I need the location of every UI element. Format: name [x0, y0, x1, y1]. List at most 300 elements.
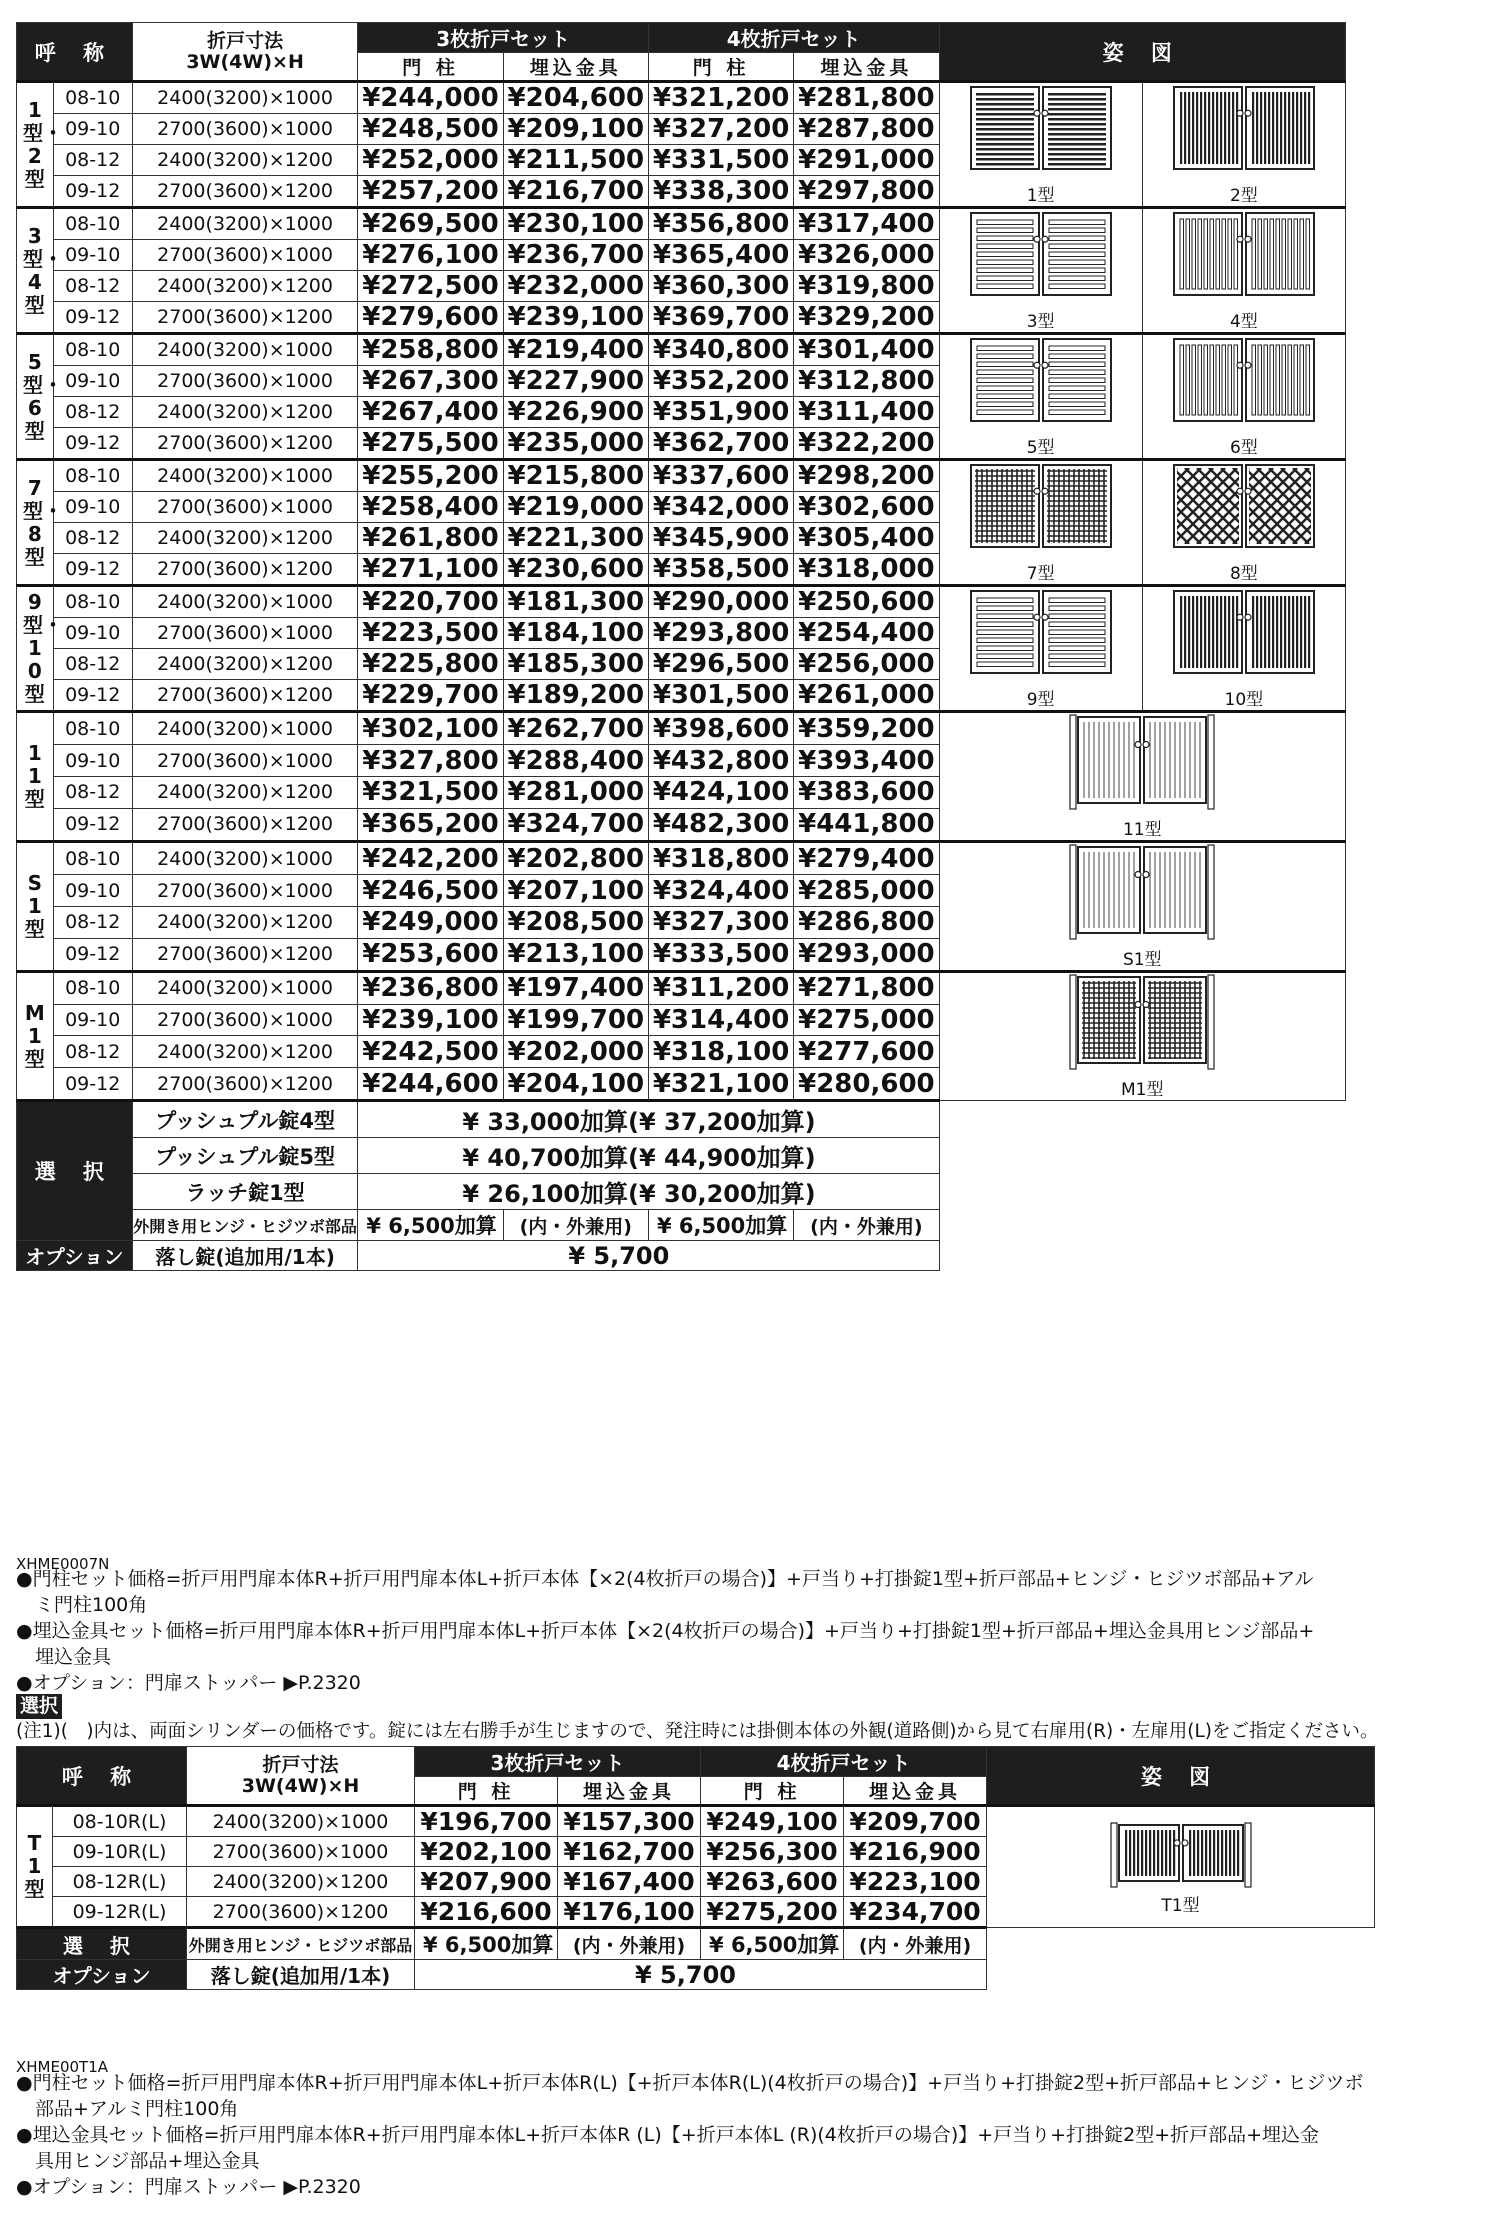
- selection-note: (注1)( )内は、両面シリンダーの価格です。錠には左右勝手が生じますので、発注時には掛側本体の外観(道路側)から見て右扉用(R)・左扉用(L)をご指定ください。: [16, 1721, 1379, 1742]
- price-post-4: ¥351,900: [648, 397, 793, 428]
- size-code: 09-12: [53, 302, 132, 334]
- price-embed-4: ¥291,000: [794, 145, 939, 176]
- table-row: [17, 1806, 1375, 1837]
- hinge-value-3: ¥ 6,500加算: [415, 1928, 558, 1960]
- dimension: 2400(3200)×1000: [132, 842, 358, 875]
- dimension: 2700(3600)×1200: [132, 1068, 358, 1101]
- dimension: 2400(3200)×1200: [132, 776, 358, 808]
- size-code: 08-12: [53, 271, 132, 302]
- price-embed-4: ¥301,400: [794, 334, 939, 366]
- price-post-3: ¥246,500: [358, 875, 503, 907]
- note-line: ●オプション：門扉ストッパー ▶P.2320: [16, 2176, 361, 2198]
- price-embed-3: ¥199,700: [503, 1004, 648, 1036]
- size-code: 08-10: [53, 460, 132, 492]
- price-post-4: ¥256,300: [701, 1837, 844, 1867]
- price-post-3: ¥365,200: [358, 808, 503, 841]
- price-post-4: ¥424,100: [648, 776, 793, 808]
- figure-cell: [1142, 334, 1345, 460]
- size-code: 09-10: [53, 114, 132, 145]
- price-embed-3: ¥235,000: [503, 428, 648, 460]
- price-post-4: ¥321,200: [648, 82, 793, 114]
- price-embed-4: ¥311,400: [794, 397, 939, 428]
- table-row: [17, 208, 1346, 240]
- figure-cell: [1142, 82, 1345, 208]
- dimension: 2400(3200)×1200: [132, 906, 358, 938]
- hinge-item-name: 外開き用ヒンジ・ヒジツボ部品: [132, 1210, 358, 1241]
- price-embed-3: ¥236,700: [503, 240, 648, 271]
- size-code: 09-10: [53, 240, 132, 271]
- header-name: 呼 称: [17, 23, 133, 82]
- price-post-3: ¥327,800: [358, 745, 503, 777]
- dimension: 2700(3600)×1000: [187, 1837, 415, 1867]
- figure-cell: [939, 586, 1142, 712]
- dimension: 2400(3200)×1200: [187, 1867, 415, 1897]
- option-value: ¥ 5,700: [358, 1241, 939, 1271]
- price-embed-4: ¥279,400: [794, 842, 939, 875]
- size-code: 09-12: [53, 176, 132, 208]
- price-embed-4: ¥329,200: [794, 302, 939, 334]
- dimension: 2400(3200)×1000: [187, 1806, 415, 1837]
- price-embed-4: ¥322,200: [794, 428, 939, 460]
- price-post-4: ¥324,400: [648, 875, 793, 907]
- size-code: 09-12R(L): [53, 1897, 187, 1928]
- group-label: 9型・10型: [17, 586, 54, 712]
- price-embed-3: ¥184,100: [503, 618, 648, 649]
- gate-figure-6型: [1174, 335, 1314, 427]
- price-post-4: ¥432,800: [648, 745, 793, 777]
- dimension: 2700(3600)×1200: [132, 176, 358, 208]
- header-dimension: 折戸寸法 3W(4W)×H: [132, 23, 358, 82]
- price-post-4: ¥327,300: [648, 906, 793, 938]
- group-label: 3型・4型: [17, 208, 54, 334]
- price-post-3: ¥275,500: [358, 428, 503, 460]
- price-embed-4: ¥250,600: [794, 586, 939, 618]
- price-post-3: ¥223,500: [358, 618, 503, 649]
- price-post-3: ¥258,800: [358, 334, 503, 366]
- figure-caption: T1型: [1161, 1895, 1200, 1916]
- size-code: 09-10R(L): [53, 1837, 187, 1867]
- size-code: 09-12: [53, 938, 132, 971]
- selection-label: 選 択: [17, 1928, 187, 1960]
- price-embed-3: ¥226,900: [503, 397, 648, 428]
- gate-figure-5型: [971, 335, 1111, 427]
- hinge-note-4: (内・外兼用): [844, 1928, 987, 1960]
- price-embed-4: ¥275,000: [794, 1004, 939, 1036]
- figure-caption: 4型: [1229, 312, 1258, 332]
- price-embed-3: ¥281,000: [503, 776, 648, 808]
- price-post-4: ¥311,200: [648, 972, 793, 1005]
- price-embed-3: ¥189,200: [503, 680, 648, 712]
- size-code: 08-12: [53, 906, 132, 938]
- price-post-4: ¥338,300: [648, 176, 793, 208]
- price-post-4: ¥318,800: [648, 842, 793, 875]
- dimension: 2700(3600)×1000: [132, 745, 358, 777]
- price-embed-3: ¥221,300: [503, 523, 648, 554]
- size-code: 09-12: [53, 680, 132, 712]
- hinge-item-name: 外開き用ヒンジ・ヒジツボ部品: [187, 1928, 415, 1960]
- price-embed-4: ¥256,000: [794, 649, 939, 680]
- header-embed-4: 埋込金具: [794, 53, 939, 82]
- price-post-4: ¥296,500: [648, 649, 793, 680]
- selection-item-name: プッシュプル錠4型: [132, 1101, 358, 1138]
- price-embed-4: ¥234,700: [844, 1897, 987, 1928]
- price-embed-3: ¥197,400: [503, 972, 648, 1005]
- price-embed-4: ¥285,000: [794, 875, 939, 907]
- figure-caption: M1型: [1121, 1080, 1164, 1100]
- price-embed-3: ¥202,800: [503, 842, 648, 875]
- price-rows: [17, 82, 1346, 1101]
- selection-block: [17, 1101, 1346, 1271]
- price-embed-4: ¥254,400: [794, 618, 939, 649]
- size-code: 08-12: [53, 1036, 132, 1068]
- price-post-4: ¥249,100: [701, 1806, 844, 1837]
- price-post-4: ¥275,200: [701, 1897, 844, 1928]
- dimension: 2400(3200)×1200: [132, 523, 358, 554]
- price-post-3: ¥196,700: [415, 1806, 558, 1837]
- price-embed-3: ¥209,100: [503, 114, 648, 145]
- price-post-4: ¥321,100: [648, 1068, 793, 1101]
- hinge-value-4: ¥ 6,500加算: [648, 1210, 793, 1241]
- price-embed-3: ¥162,700: [558, 1837, 701, 1867]
- header-post-4: 門 柱: [701, 1777, 844, 1806]
- price-post-4: ¥331,500: [648, 145, 793, 176]
- price-embed-3: ¥202,000: [503, 1036, 648, 1068]
- price-embed-3: ¥219,000: [503, 492, 648, 523]
- group-label: M1型: [17, 972, 54, 1101]
- price-embed-3: ¥216,700: [503, 176, 648, 208]
- price-post-3: ¥272,500: [358, 271, 503, 302]
- gate-figure-8型: [1174, 461, 1314, 553]
- selection-label: 選 択: [17, 1101, 133, 1241]
- price-post-3: ¥216,600: [415, 1897, 558, 1928]
- price-post-4: ¥356,800: [648, 208, 793, 240]
- price-post-3: ¥253,600: [358, 938, 503, 971]
- price-embed-3: ¥176,100: [558, 1897, 701, 1928]
- header-set3: 3枚折戸セット: [415, 1747, 701, 1777]
- group-label: 11型: [17, 712, 54, 842]
- price-post-3: ¥220,700: [358, 586, 503, 618]
- gate-figure-1型: [971, 83, 1111, 175]
- price-post-4: ¥301,500: [648, 680, 793, 712]
- dimension: 2700(3600)×1000: [132, 618, 358, 649]
- selection-item-value: ¥ 40,700加算(¥ 44,900加算): [358, 1138, 939, 1174]
- price-embed-3: ¥215,800: [503, 460, 648, 492]
- dimension: 2700(3600)×1200: [132, 680, 358, 712]
- size-code: 09-10: [53, 492, 132, 523]
- price-embed-3: ¥227,900: [503, 366, 648, 397]
- dimension: 2700(3600)×1000: [132, 240, 358, 271]
- gate-figure-11型: [1070, 713, 1214, 809]
- price-embed-4: ¥261,000: [794, 680, 939, 712]
- table-row: [17, 712, 1346, 745]
- price-post-4: ¥327,200: [648, 114, 793, 145]
- note-line: ●門柱セット価格=折戸用門扉本体R+折戸用門扉本体L+折戸本体【×2(4枚折戸の場合)】+戸当り+打掛錠1型+折戸部品+ヒンジ・ヒジツボ部品+アル: [16, 1568, 1314, 1590]
- figure-caption: 1型: [1026, 186, 1055, 206]
- price-post-3: ¥239,100: [358, 1004, 503, 1036]
- price-post-4: ¥365,400: [648, 240, 793, 271]
- group-label: S1型: [17, 842, 54, 972]
- price-post-3: ¥302,100: [358, 712, 503, 745]
- price-embed-4: ¥293,000: [794, 938, 939, 971]
- size-code: 08-10: [53, 586, 132, 618]
- header-embed-3: 埋込金具: [558, 1777, 701, 1806]
- price-embed-4: ¥271,800: [794, 972, 939, 1005]
- dimension: 2400(3200)×1200: [132, 145, 358, 176]
- figure-caption: 9型: [1026, 690, 1055, 710]
- size-code: 08-12R(L): [53, 1867, 187, 1897]
- price-post-3: ¥244,000: [358, 82, 503, 114]
- price-embed-3: ¥211,500: [503, 145, 648, 176]
- price-post-3: ¥244,600: [358, 1068, 503, 1101]
- figure-cell: [987, 1806, 1375, 1928]
- price-embed-4: ¥317,400: [794, 208, 939, 240]
- price-post-4: ¥263,600: [701, 1867, 844, 1897]
- price-embed-4: ¥209,700: [844, 1806, 987, 1837]
- price-post-4: ¥314,400: [648, 1004, 793, 1036]
- price-embed-4: ¥319,800: [794, 271, 939, 302]
- note-line: 埋込金具: [16, 1646, 112, 1668]
- price-embed-3: ¥208,500: [503, 906, 648, 938]
- price-post-4: ¥340,800: [648, 334, 793, 366]
- dimension: 2700(3600)×1000: [132, 366, 358, 397]
- table-row: [17, 586, 1346, 618]
- size-code: 09-12: [53, 428, 132, 460]
- price-post-3: ¥248,500: [358, 114, 503, 145]
- price-post-3: ¥267,400: [358, 397, 503, 428]
- price-embed-4: ¥280,600: [794, 1068, 939, 1101]
- dimension: 2400(3200)×1000: [132, 586, 358, 618]
- size-code: 09-10: [53, 745, 132, 777]
- figure-caption: 7型: [1026, 564, 1055, 584]
- size-code: 08-10: [53, 712, 132, 745]
- note-line: 部品+アルミ門柱100角: [16, 2098, 239, 2120]
- selection-tag: 選択: [16, 1694, 62, 1719]
- price-embed-4: ¥302,600: [794, 492, 939, 523]
- price-post-4: ¥318,100: [648, 1036, 793, 1068]
- group-label: 7型・8型: [17, 460, 54, 586]
- price-embed-4: ¥312,800: [794, 366, 939, 397]
- header-post-3: 門 柱: [358, 53, 503, 82]
- note-line: 具用ヒンジ部品+埋込金具: [16, 2150, 260, 2172]
- price-table-t1: [16, 1746, 1375, 1990]
- gate-figure-M1型: [1070, 973, 1214, 1069]
- price-embed-4: ¥223,100: [844, 1867, 987, 1897]
- option-item-name: 落し錠(追加用/1本): [187, 1960, 415, 1990]
- price-post-3: ¥276,100: [358, 240, 503, 271]
- gate-figure-3型: [971, 209, 1111, 301]
- figure-cell: [1142, 586, 1345, 712]
- size-code: 08-12: [53, 776, 132, 808]
- figure-caption: 6型: [1229, 438, 1258, 458]
- price-embed-4: ¥305,400: [794, 523, 939, 554]
- gate-figure-2型: [1174, 83, 1314, 175]
- dimension: 2400(3200)×1200: [132, 1036, 358, 1068]
- header-post-3: 門 柱: [415, 1777, 558, 1806]
- dimension: 2400(3200)×1200: [132, 649, 358, 680]
- dimension: 2700(3600)×1200: [132, 554, 358, 586]
- size-code: 09-12: [53, 554, 132, 586]
- price-post-4: ¥293,800: [648, 618, 793, 649]
- price-embed-3: ¥204,600: [503, 82, 648, 114]
- t1-selection-block: [17, 1928, 1375, 1990]
- size-code: 08-12: [53, 145, 132, 176]
- header-embed-4: 埋込金具: [844, 1777, 987, 1806]
- header-set4: 4枚折戸セット: [701, 1747, 987, 1777]
- dimension: 2400(3200)×1200: [132, 397, 358, 428]
- price-embed-3: ¥324,700: [503, 808, 648, 841]
- selection-item-name: ラッチ錠1型: [132, 1174, 358, 1210]
- price-embed-4: ¥359,200: [794, 712, 939, 745]
- size-code: 08-12: [53, 523, 132, 554]
- price-post-3: ¥225,800: [358, 649, 503, 680]
- note-line: ミ門柱100角: [16, 1594, 148, 1616]
- dimension: 2700(3600)×1200: [132, 428, 358, 460]
- dimension: 2700(3600)×1000: [132, 1004, 358, 1036]
- price-post-3: ¥321,500: [358, 776, 503, 808]
- gate-figure-10型: [1174, 587, 1314, 679]
- option-item-name: 落し錠(追加用/1本): [132, 1241, 358, 1271]
- price-table-main: [16, 22, 1346, 1271]
- figure-cell: [939, 460, 1142, 586]
- group-label: 1型・2型: [17, 82, 54, 208]
- group-label: 5型・6型: [17, 334, 54, 460]
- price-post-4: ¥290,000: [648, 586, 793, 618]
- selection-item-value: ¥ 26,100加算(¥ 30,200加算): [358, 1174, 939, 1210]
- price-embed-4: ¥393,400: [794, 745, 939, 777]
- table-row: [17, 460, 1346, 492]
- figure-caption: 10型: [1224, 690, 1264, 710]
- price-embed-4: ¥318,000: [794, 554, 939, 586]
- price-embed-3: ¥157,300: [558, 1806, 701, 1837]
- price-embed-3: ¥230,600: [503, 554, 648, 586]
- price-post-3: ¥242,200: [358, 842, 503, 875]
- price-post-3: ¥261,800: [358, 523, 503, 554]
- figure-cell: [1142, 460, 1345, 586]
- dimension: 2700(3600)×1000: [132, 875, 358, 907]
- gate-figure-7型: [971, 461, 1111, 553]
- hinge-note-3: (内・外兼用): [558, 1928, 701, 1960]
- selection-item-name: プッシュプル錠5型: [132, 1138, 358, 1174]
- dimension: 2700(3600)×1200: [187, 1897, 415, 1928]
- price-post-3: ¥229,700: [358, 680, 503, 712]
- size-code: 09-10: [53, 875, 132, 907]
- price-post-4: ¥398,600: [648, 712, 793, 745]
- price-embed-4: ¥287,800: [794, 114, 939, 145]
- price-post-3: ¥252,000: [358, 145, 503, 176]
- price-post-4: ¥482,300: [648, 808, 793, 841]
- size-code: 09-12: [53, 808, 132, 841]
- price-embed-3: ¥239,100: [503, 302, 648, 334]
- dimension: 2700(3600)×1000: [132, 492, 358, 523]
- price-post-3: ¥271,100: [358, 554, 503, 586]
- figure-cell: [939, 208, 1142, 334]
- price-post-3: ¥255,200: [358, 460, 503, 492]
- dimension: 2400(3200)×1000: [132, 334, 358, 366]
- size-code: 08-12: [53, 397, 132, 428]
- price-embed-4: ¥326,000: [794, 240, 939, 271]
- price-post-4: ¥360,300: [648, 271, 793, 302]
- note-line: ●オプション：門扉ストッパー ▶P.2320: [16, 1672, 361, 1694]
- price-embed-4: ¥298,200: [794, 460, 939, 492]
- hinge-value-3: ¥ 6,500加算: [358, 1210, 503, 1241]
- header-set4: 4枚折戸セット: [648, 23, 939, 53]
- price-post-3: ¥267,300: [358, 366, 503, 397]
- size-code: 08-10: [53, 334, 132, 366]
- price-embed-4: ¥297,800: [794, 176, 939, 208]
- size-code: 08-12: [53, 649, 132, 680]
- table-row: [17, 972, 1346, 1005]
- option-label: オプション: [17, 1241, 133, 1271]
- header-figure: 姿 図: [939, 23, 1345, 82]
- size-code: 08-10: [53, 208, 132, 240]
- option-value: ¥ 5,700: [415, 1960, 987, 1990]
- product-code-1: XHME0007N: [16, 1555, 110, 1573]
- dimension: 2700(3600)×1200: [132, 808, 358, 841]
- price-embed-3: ¥232,000: [503, 271, 648, 302]
- header-figure: 姿 図: [987, 1747, 1375, 1806]
- t1-price-rows: [17, 1806, 1375, 1928]
- size-code: 09-10: [53, 618, 132, 649]
- figure-caption: 5型: [1026, 438, 1055, 458]
- price-post-3: ¥242,500: [358, 1036, 503, 1068]
- size-code: 08-10: [53, 842, 132, 875]
- price-post-3: ¥279,600: [358, 302, 503, 334]
- dimension: 2400(3200)×1000: [132, 82, 358, 114]
- size-code: 08-10: [53, 972, 132, 1005]
- price-embed-3: ¥185,300: [503, 649, 648, 680]
- price-embed-4: ¥277,600: [794, 1036, 939, 1068]
- figure-cell: [939, 82, 1142, 208]
- price-post-4: ¥337,600: [648, 460, 793, 492]
- table-row: [17, 82, 1346, 114]
- header-post-4: 門 柱: [648, 53, 793, 82]
- price-post-4: ¥342,000: [648, 492, 793, 523]
- price-post-3: ¥249,000: [358, 906, 503, 938]
- hinge-note-3: (内・外兼用): [503, 1210, 648, 1241]
- gate-figure-9型: [971, 587, 1111, 679]
- price-post-4: ¥369,700: [648, 302, 793, 334]
- figure-cell: [939, 842, 1345, 972]
- dimension: 2700(3600)×1200: [132, 302, 358, 334]
- size-code: 08-10: [53, 82, 132, 114]
- size-code: 08-10R(L): [53, 1806, 187, 1837]
- gate-figure-S1型: [1070, 843, 1214, 939]
- hinge-value-4: ¥ 6,500加算: [701, 1928, 844, 1960]
- price-post-3: ¥236,800: [358, 972, 503, 1005]
- figure-cell: [939, 712, 1345, 842]
- table-row: [17, 842, 1346, 875]
- price-embed-4: ¥383,600: [794, 776, 939, 808]
- figure-caption: 3型: [1026, 312, 1055, 332]
- price-embed-3: ¥181,300: [503, 586, 648, 618]
- product-code-2: XHME00T1A: [16, 2058, 109, 2076]
- figure-cell: [1142, 208, 1345, 334]
- hinge-note-4: (内・外兼用): [794, 1210, 939, 1241]
- price-embed-4: ¥441,800: [794, 808, 939, 841]
- dimension: 2700(3600)×1000: [132, 114, 358, 145]
- header-dimension: 折戸寸法 3W(4W)×H: [187, 1747, 415, 1806]
- header-name: 呼 称: [17, 1747, 187, 1806]
- price-post-4: ¥352,200: [648, 366, 793, 397]
- figure-caption: S1型: [1122, 950, 1162, 970]
- price-embed-3: ¥167,400: [558, 1867, 701, 1897]
- price-post-4: ¥362,700: [648, 428, 793, 460]
- selection-item-value: ¥ 33,000加算(¥ 37,200加算): [358, 1101, 939, 1138]
- price-post-3: ¥257,200: [358, 176, 503, 208]
- figure-caption: 11型: [1122, 820, 1162, 840]
- note-line: ●門柱セット価格=折戸用門扉本体R+折戸用門扉本体L+折戸本体R(L)【+折戸本体R(L)(4枚折戸の場合)】+戸当り+打掛錠2型+折戸部品+ヒンジ・ヒジツボ: [16, 2072, 1364, 2094]
- note-line: ●埋込金具セット価格=折戸用門扉本体R+折戸用門扉本体L+折戸本体R (L)【+折戸本体L (R)(4枚折戸の場合)】+戸当り+打掛錠2型+折戸部品+埋込金: [16, 2124, 1320, 2146]
